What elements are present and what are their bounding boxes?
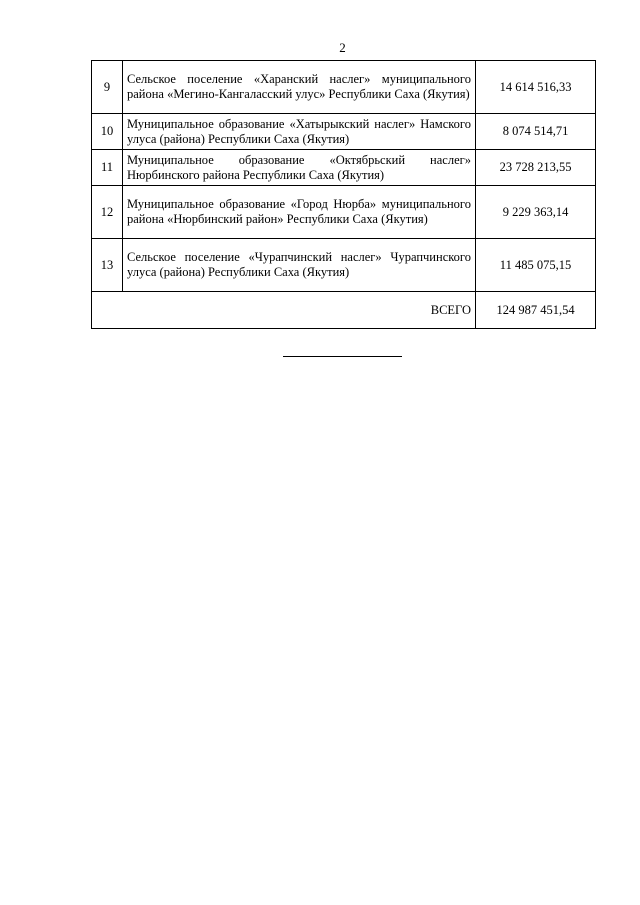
allocation-amount: 11 485 075,15 xyxy=(476,239,596,292)
total-row xyxy=(92,292,596,329)
closing-divider-line xyxy=(283,356,402,357)
total-label: ВСЕГО xyxy=(92,292,476,329)
allocation-amount: 9 229 363,14 xyxy=(476,186,596,239)
municipality-name: Муниципальное образование «Город Нюрба» муниципального района «Нюрбинский район» Республики Саха (Якутия) xyxy=(123,186,476,239)
allocation-table xyxy=(91,60,596,329)
allocation-amount: 14 614 516,33 xyxy=(476,61,596,114)
row-number: 13 xyxy=(92,239,123,292)
municipality-name: Муниципальное образование «Октябрьский наслег» Нюрбинского района Республики Саха (Якутия) xyxy=(123,150,476,186)
table-row xyxy=(92,114,596,150)
total-amount: 124 987 451,54 xyxy=(476,292,596,329)
page-number: 2 xyxy=(339,40,346,55)
municipality-name: Сельское поселение «Харанский наслег» муниципального района «Мегино-Кангаласский улус» Республики Саха (Якутия) xyxy=(123,61,476,114)
allocation-amount: 23 728 213,55 xyxy=(476,150,596,186)
table-row xyxy=(92,61,596,114)
row-number: 11 xyxy=(92,150,123,186)
row-number: 9 xyxy=(92,61,123,114)
table-row xyxy=(92,239,596,292)
municipality-name: Сельское поселение «Чурапчинский наслег» Чурапчинского улуса (района) Республики Саха (Якутия) xyxy=(123,239,476,292)
table-row xyxy=(92,150,596,186)
row-number: 10 xyxy=(92,114,123,150)
row-number: 12 xyxy=(92,186,123,239)
municipality-name: Муниципальное образование «Хатырыкский наслег» Намского улуса (района) Республики Саха (Якутия) xyxy=(123,114,476,150)
allocation-amount: 8 074 514,71 xyxy=(476,114,596,150)
table-row xyxy=(92,186,596,239)
